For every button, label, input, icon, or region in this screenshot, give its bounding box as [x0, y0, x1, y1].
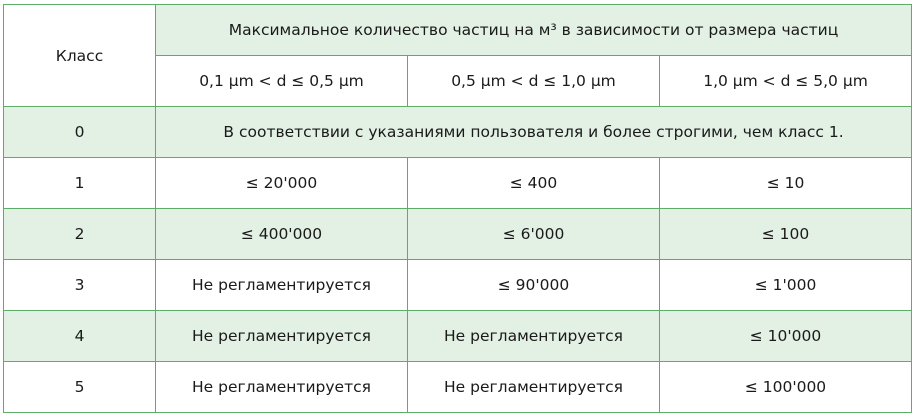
class-cell: 2 — [4, 209, 156, 260]
table-row-class-5 — [4, 362, 912, 413]
value-cell: Не регламентируется — [408, 311, 660, 362]
size-range-header-3: 1,0 µm < d ≤ 5,0 µm — [660, 56, 912, 107]
value-cell: Не регламентируется — [156, 311, 408, 362]
value-cell: ≤ 400'000 — [156, 209, 408, 260]
class-cell: 4 — [4, 311, 156, 362]
value-cell: Не регламентируется — [408, 362, 660, 413]
class-cell: 5 — [4, 362, 156, 413]
value-cell: ≤ 20'000 — [156, 158, 408, 209]
class-column-header: Класс — [4, 5, 156, 107]
value-cell: ≤ 1'000 — [660, 260, 912, 311]
value-cell: ≤ 90'000 — [408, 260, 660, 311]
particle-class-table — [3, 4, 912, 413]
header-row-1 — [4, 5, 912, 56]
value-cell: Не регламентируется — [156, 362, 408, 413]
table-row-class-2 — [4, 209, 912, 260]
value-cell: ≤ 10 — [660, 158, 912, 209]
class-cell: 1 — [4, 158, 156, 209]
class-cell: 3 — [4, 260, 156, 311]
size-range-header-1: 0,1 µm < d ≤ 0,5 µm — [156, 56, 408, 107]
size-range-header-2: 0,5 µm < d ≤ 1,0 µm — [408, 56, 660, 107]
value-cell: ≤ 400 — [408, 158, 660, 209]
value-cell: Не регламентируется — [156, 260, 408, 311]
table-row-class-1 — [4, 158, 912, 209]
class-cell: 0 — [4, 107, 156, 158]
value-cell: ≤ 6'000 — [408, 209, 660, 260]
value-cell: ≤ 100'000 — [660, 362, 912, 413]
table-row-class-0 — [4, 107, 912, 158]
max-particles-header: Максимальное количество частиц на м³ в зависимости от размера частиц — [156, 5, 912, 56]
merged-requirement-cell: В соответствии с указаниями пользователя и более строгими, чем класс 1. — [156, 107, 912, 158]
table-row-class-3 — [4, 260, 912, 311]
table-row-class-4 — [4, 311, 912, 362]
value-cell: ≤ 100 — [660, 209, 912, 260]
value-cell: ≤ 10'000 — [660, 311, 912, 362]
